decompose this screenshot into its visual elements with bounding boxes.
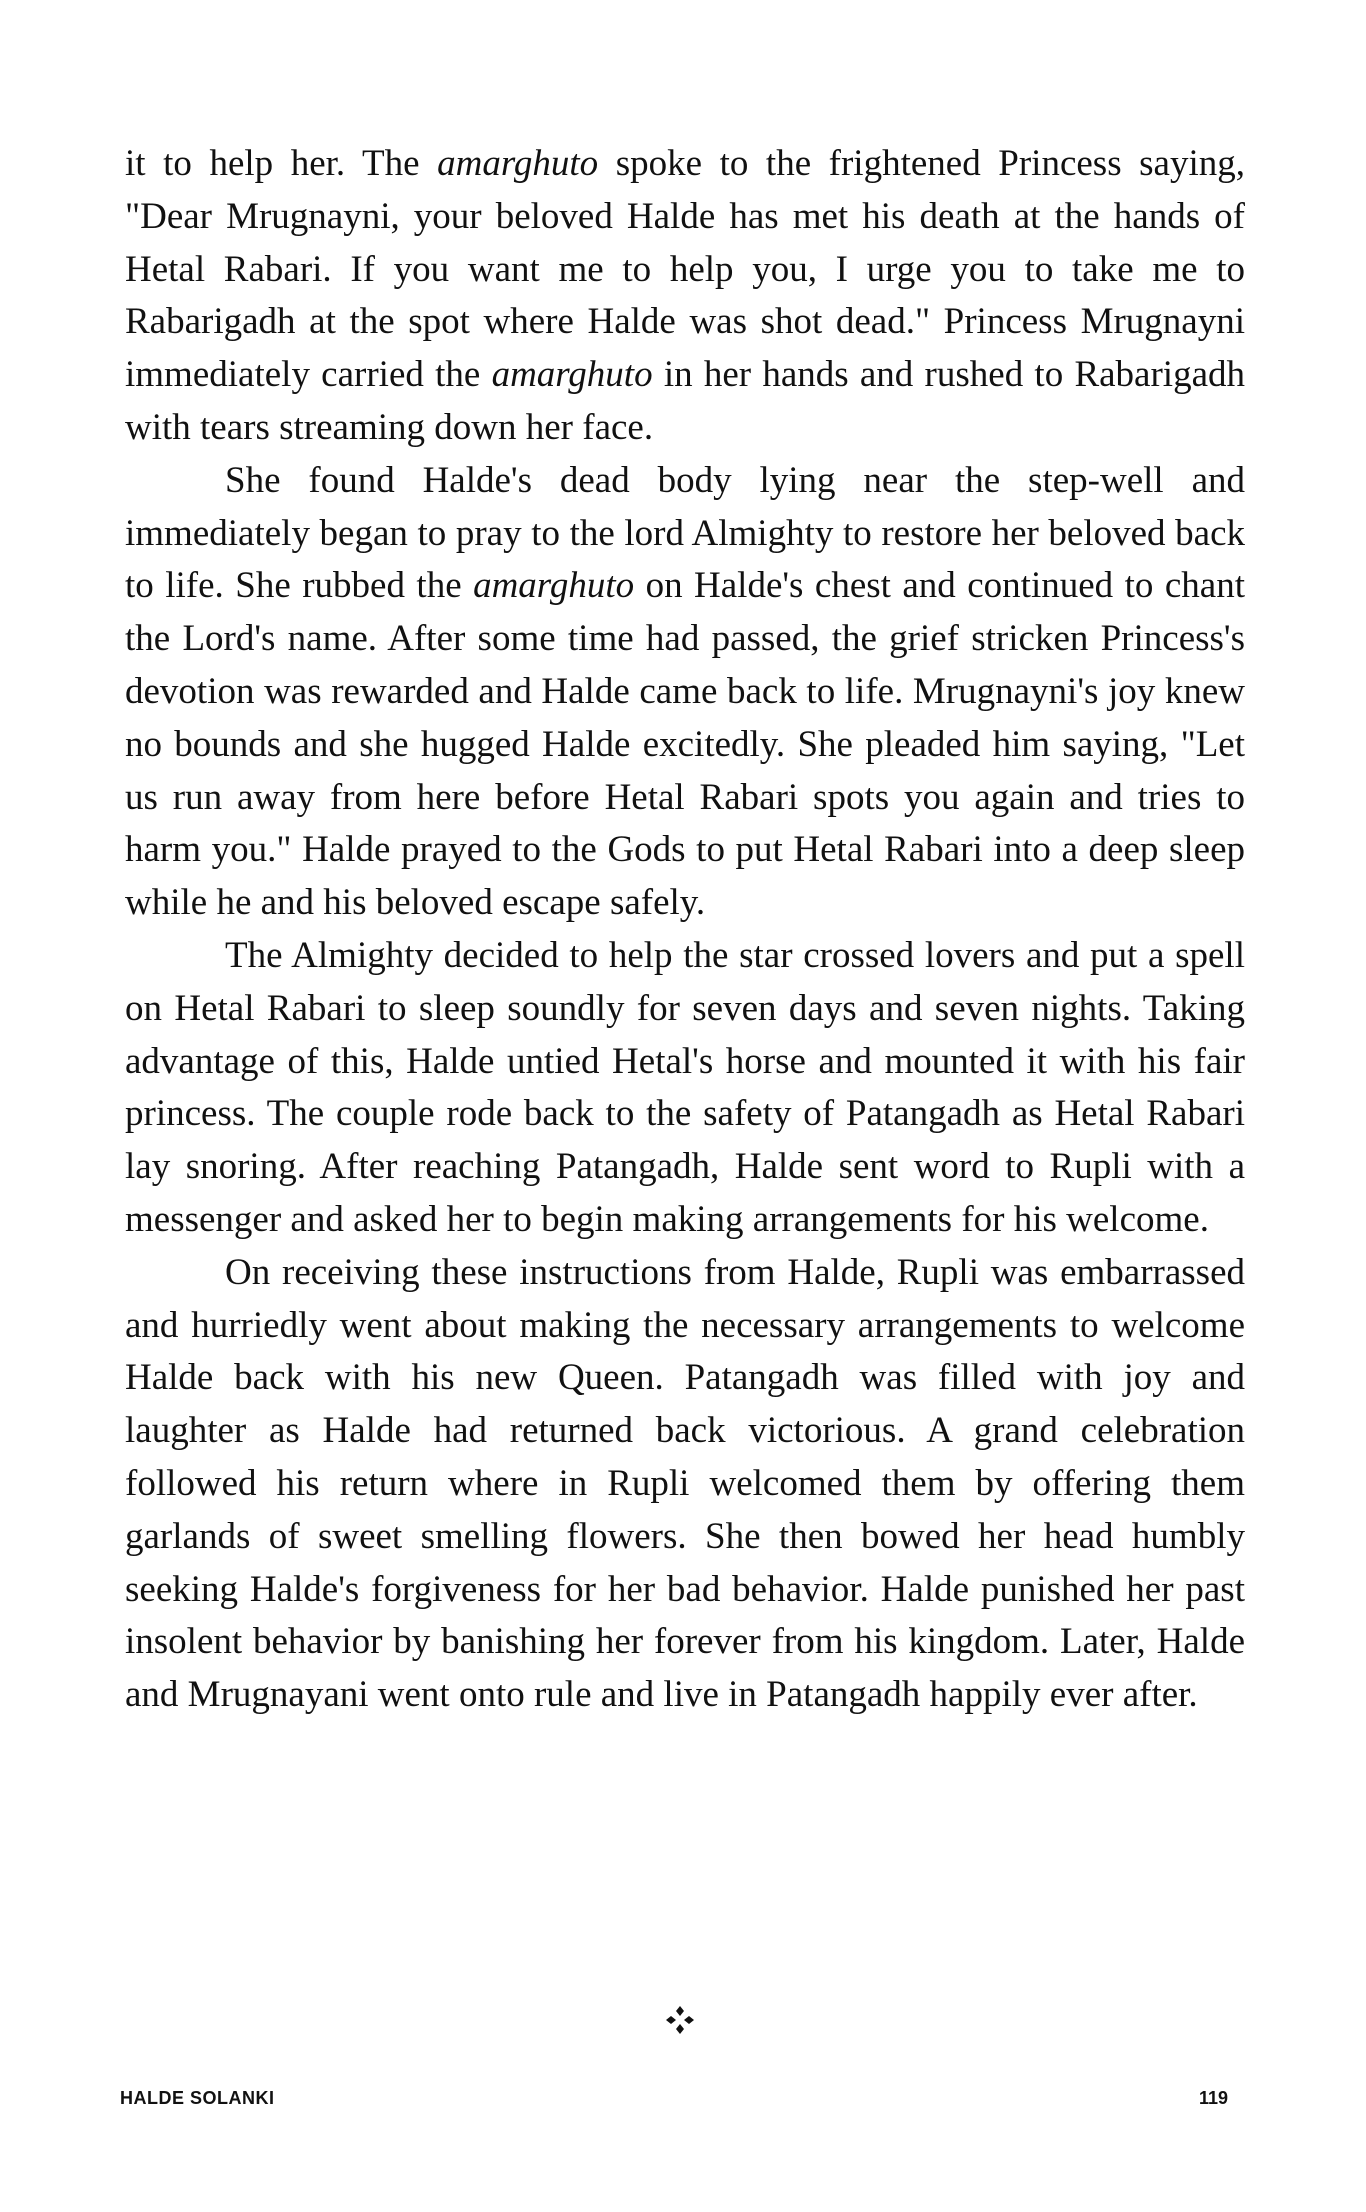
page-number: 119: [1198, 2088, 1228, 2108]
paragraph-3: The Almighty decided to help the star crossed lovers and put a spell on Hetal Rabari to sleep soundly for seven days and seven nights. Taking advantage of this, Halde untied Hetal's horse and mounted it with his fair princess. The couple rode back to the safety of Patangadh as Hetal Rabari lay snoring. After reaching Patangadh, Halde sent word to Rupli with a messenger and asked her to begin making arrangements for his welcome.: [125, 934, 1245, 1240]
italic-term: amarghuto: [473, 565, 635, 607]
paragraph-1: it to help her. The amarghuto spoke to the frightened Princess saying, "Dear Mrugnayni, your beloved Halde has met his death at the hands of Hetal Rabari. If you want me to help you, I urge you to take me to Rabarigadh at the spot where Halde was shot dead." Princess Mrugnayni immediately carried the amarghuto in her hands and rushed to Rabarigadh with tears streaming down her face.: [125, 143, 1245, 448]
italic-term: amarghuto: [491, 354, 653, 396]
paragraph-4: On receiving these instructions from Halde, Rupli was embarrassed and hurriedly went about making the necessary arrangements to welcome Halde back with his new Queen. Patangadh was filled with joy and laughter as Halde had returned back victorious. A grand celebration followed his return where in Rupli welcomed them by offering them garlands of sweet smelling flowers. She then bowed her head humbly seeking Halde's forgiveness for her bad behavior. Halde punished her past insolent behavior by banishing her forever from his kingdom. Later, Halde and Mrugnayani went onto rule and live in Patangadh happily ever after.: [125, 1251, 1245, 1716]
paragraph-2: She found Halde's dead body lying near the step-well and immediately began to pray to the lord Almighty to restore her beloved back to life. She rubbed the amarghuto on Halde's chest and continued to chant the Lord's name. After some time had passed, the grief stricken Princess's devotion was rewarded and Halde came back to life. Mrugnayni's joy knew no bounds and she hugged Halde excitedly. She pleaded him saying, "Let us run away from here before Hetal Rabari spots you again and tries to harm you." Halde prayed to the Gods to put Hetal Rabari into a deep sleep while he and his beloved escape safely.: [125, 459, 1245, 924]
italic-term: amarghuto: [437, 143, 599, 184]
body-text: [125, 138, 1245, 1722]
running-title: HALDE SOLANKI: [120, 2088, 275, 2108]
diamond-fleuron-icon: [660, 2000, 700, 2040]
